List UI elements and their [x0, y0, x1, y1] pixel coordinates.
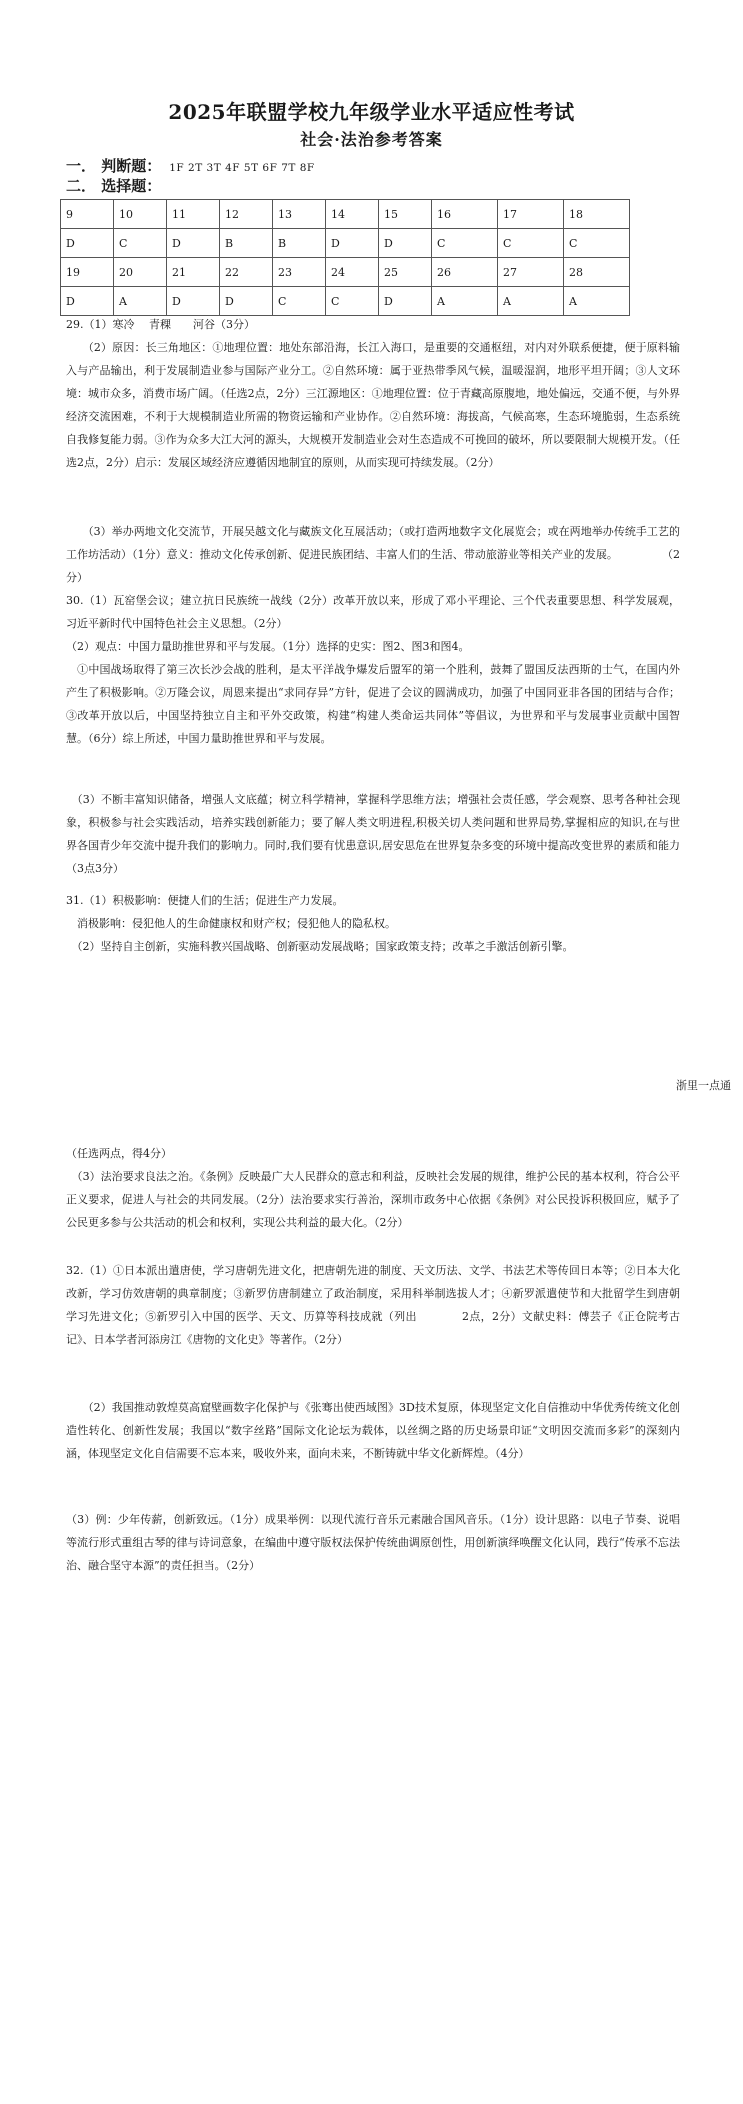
- answer-30-3: （3）不断丰富知识储备，增强人文底蕴；树立科学精神，掌握科学思维方法；增强社会责任感，学会观察、思考各种社会现象，积极参与社会实践活动，培养实践创新能力；要了解人类文明进程,积极关切人类问题和世界局势,掌握相应的知识,在与世界各国青少年交流中提升我们的影响力。同时,我们要有忧患意识,居安思危在世界复杂多变的环境中提高改变世界的素质和能力（3点3分）: [66, 793, 680, 875]
- table-cell: 11: [167, 200, 220, 229]
- section-judgment: [66, 155, 315, 176]
- table-cell: A: [114, 287, 167, 316]
- answer-31-1: 31.（1）积极影响：便捷人们的生活；促进生产力发展。: [66, 894, 344, 907]
- table-cell: 18: [564, 200, 630, 229]
- exam-subtitle: 社会·法治参考答案: [300, 130, 443, 149]
- table-row: [61, 258, 630, 287]
- table-cell: B: [220, 229, 273, 258]
- table-cell: 13: [273, 200, 326, 229]
- answer-31-1-negative: 消极影响：侵犯他人的生命健康权和财产权；侵犯他人的隐私权。: [66, 917, 396, 930]
- table-cell: 15: [379, 200, 432, 229]
- table-cell: 19: [61, 258, 114, 287]
- table-cell: A: [498, 287, 564, 316]
- table-cell: 16: [432, 200, 498, 229]
- table-cell: 25: [379, 258, 432, 287]
- table-row: [61, 229, 630, 258]
- table-cell: C: [564, 229, 630, 258]
- answer-32-1: 32.（1）①日本派出遣唐使，学习唐朝先进文化，把唐朝先进的制度、天文历法、文学、书法艺术等传回日本等；②日本大化改新，学习仿效唐朝的典章制度；③新罗仿唐制建立了政治制度，采用科举制选拔人才；④新罗派遣使节和大批留学生到唐朝学习先进文化；⑤新罗引入中国的医学、天文、历算等科技成就（列出 2点，2分）文献史料：傅芸子《正仓院考古记》、日本学者河添房江《唐物的文化史》等著作。（2分）: [66, 1264, 680, 1346]
- choice-answer-table: [60, 199, 630, 316]
- table-cell: 22: [220, 258, 273, 287]
- table-cell: D: [379, 229, 432, 258]
- table-cell: 28: [564, 258, 630, 287]
- table-cell: 12: [220, 200, 273, 229]
- table-cell: D: [220, 287, 273, 316]
- table-cell: 17: [498, 200, 564, 229]
- watermark-text: 浙里一点通: [676, 1079, 731, 1092]
- table-cell: 26: [432, 258, 498, 287]
- answer-29-1: 29.（1）寒冷 青稞 河谷（3分）: [66, 318, 255, 331]
- table-cell: C: [498, 229, 564, 258]
- answer-31-3: （3）法治要求良法之治。《条例》反映最广大人民群众的意志和利益，反映社会发展的规律，维护公民的基本权利，符合公平正义要求，促进人与社会的共同发展。（2分）法治要求实行善治，深圳市政务中心依据《条例》对公民投诉积极回应，赋予了公民更多参与公共活动的机会和权利，实现公共利益的最大化。（2分）: [66, 1170, 680, 1229]
- exam-title: 2025年联盟学校九年级学业水平适应性考试: [168, 100, 575, 124]
- table-cell: C: [273, 287, 326, 316]
- table-cell: D: [167, 287, 220, 316]
- table-cell: C: [326, 287, 379, 316]
- table-cell: C: [432, 229, 498, 258]
- table-cell: 21: [167, 258, 220, 287]
- table-cell: 23: [273, 258, 326, 287]
- table-cell: 10: [114, 200, 167, 229]
- answer-29-3: （3）举办两地文化交流节，开展吴越文化与藏族文化互展活动；（或打造两地数字文化展览会；或在两地举办传统手工艺的工作坊活动）（1分）意义：推动文化传承创新、促进民族团结、丰富人们的生活、带动旅游业等相关产业的发展。 （2分）: [66, 525, 680, 584]
- table-cell: D: [167, 229, 220, 258]
- answer-31-2: （2）坚持自主创新，实施科教兴国战略、创新驱动发展战略；国家政策支持；改革之手激活创新引擎。: [66, 940, 574, 953]
- table-row: [61, 287, 630, 316]
- table-row: [61, 200, 630, 229]
- answer-30-2-detail: ①中国战场取得了第三次长沙会战的胜利，是太平洋战争爆发后盟军的第一个胜利，鼓舞了盟国反法西斯的士气，在国内外产生了积极影响。②万隆会议，周恩来提出“求同存异”方针，促进了会议的圆满成功，加强了中国同亚非各国的团结与合作；③改革开放以后，中国坚持独立自主和平外交政策，构建“构建人类命运共同体”等倡议，为世界和平与发展事业贡献中国智慧。（6分）综上所述，中国力量助推世界和平与发展。: [66, 663, 680, 745]
- table-cell: A: [432, 287, 498, 316]
- table-cell: 9: [61, 200, 114, 229]
- answer-31-2-score: （任选两点，得4分）: [66, 1147, 172, 1160]
- section-judgment-heading: 一． 判断题：: [66, 157, 162, 175]
- table-cell: 27: [498, 258, 564, 287]
- table-cell: D: [61, 287, 114, 316]
- table-cell: 20: [114, 258, 167, 287]
- table-cell: D: [61, 229, 114, 258]
- judgment-answers: 1F 2T 3T 4F 5T 6F 7T 8F: [169, 162, 315, 174]
- answer-30-1: 30.（1）瓦窑堡会议；建立抗日民族统一战线（2分）改革开放以来，形成了邓小平理论、三个代表重要思想、科学发展观，习近平新时代中国特色社会主义思想。（2分）: [66, 594, 680, 630]
- table-cell: D: [326, 229, 379, 258]
- table-cell: B: [273, 229, 326, 258]
- table-cell: C: [114, 229, 167, 258]
- table-cell: 14: [326, 200, 379, 229]
- section-choice-heading: 二． 选择题：: [66, 177, 162, 195]
- answer-32-3: （3）例：少年传薪，创新致远。（1分）成果举例：以现代流行音乐元素融合国风音乐。（1分）设计思路：以电子节奏、说唱等流行形式重组古琴的律与诗词意象，在编曲中遵守版权法保护传统曲调原创性，用创新演绎唤醒文化认同，践行“传承不忘法治、融合坚守本源”的责任担当。（2分）: [66, 1513, 680, 1572]
- answer-30-2: （2）观点：中国力量助推世界和平与发展。（1分）选择的史实：图2、图3和图4。: [66, 640, 470, 653]
- table-cell: A: [564, 287, 630, 316]
- table-cell: D: [379, 287, 432, 316]
- answer-29-2: （2）原因：长三角地区：①地理位置：地处东部沿海，长江入海口，是重要的交通枢纽，对内对外联系便捷，便于原料输入与产品输出，利于发展制造业参与国际产业分工。②自然环境：属于亚热带季风气候，温暖湿润，地形平坦开阔；③人文环境：城市众多，消费市场广阔。（任选2点，2分）三江源地区：①地理位置：位于青藏高原腹地，地处偏远，交通不便，与外界经济交流困难，不利于大规模制造业所需的物资运输和产业协作。②自然环境：海拔高，气候高寒，生态环境脆弱，生态系统自我修复能力弱。③作为众多大江大河的源头，大规模开发制造业会对生态造成不可挽回的破坏，所以要限制大规模开发。（任选2点，2分）启示：发展区域经济应遵循因地制宜的原则，从而实现可持续发展。（2分）: [66, 341, 680, 469]
- answer-32-2: （2）我国推动敦煌莫高窟壁画数字化保护与《张骞出使西域图》3D技术复原，体现坚定文化自信推动中华优秀传统文化创造性转化、创新性发展；我国以“数字丝路”国际文化论坛为载体，以丝绸之路的历史场景印证“文明因交流而多彩”的深刻内涵，体现坚定文化自信需要不忘本来，吸收外来，面向未来，不断铸就中华文化新辉煌。（4分）: [66, 1401, 680, 1460]
- table-cell: 24: [326, 258, 379, 287]
